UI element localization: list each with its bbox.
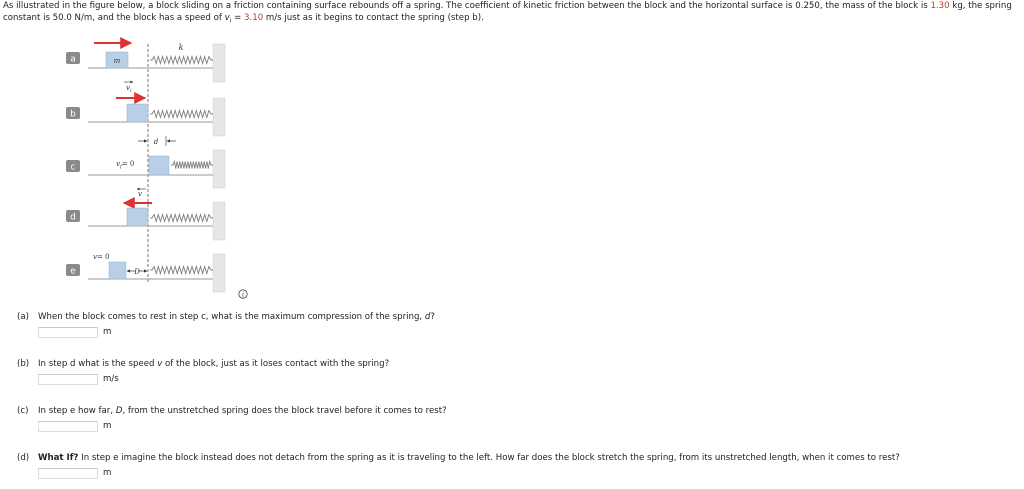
unit-b: m/s: [103, 374, 119, 384]
question-var-c: D: [115, 406, 123, 416]
wall-e: [213, 254, 225, 292]
compression-label: d: [153, 138, 159, 146]
question-text-d: In step e imagine the block instead does not detach from the spring as it is traveling to the left. How far does the block stretch the spring, from its unstretched length, when it comes to rest?: [78, 453, 900, 463]
step-a: [66, 43, 225, 82]
step-e: [66, 253, 225, 292]
intro-text-1: As illustrated in the figure below, a block sliding on a friction containing surface rebounds off a spring. The coefficient of kinetic friction between the block and the horizontal surface is 0.250, the mass of the block is: [3, 1, 931, 11]
step-d: [66, 189, 225, 240]
step-label-c: c: [70, 162, 76, 173]
intro-text-4: m/s just as it begins to contact the spring (step b).: [263, 12, 484, 23]
question-text-a: When the block comes to rest in step c, what is the maximum compression of the spring,: [38, 312, 425, 322]
step-label-b: b: [70, 109, 76, 120]
spring-b: [150, 111, 213, 118]
step-label-d: d: [70, 212, 76, 223]
spring-d: [150, 215, 213, 222]
wall-d: [213, 202, 225, 240]
spring-constant-label: k: [178, 43, 184, 52]
unit-c: m: [103, 421, 112, 431]
question-tail-a: ?: [430, 312, 435, 322]
answer-input-d[interactable]: [38, 468, 98, 479]
question-label-a: (a): [17, 312, 29, 322]
answer-input-c[interactable]: [38, 421, 98, 432]
distance-D-label: D: [134, 268, 140, 276]
wall-b: [213, 98, 225, 136]
question-d: [17, 453, 1017, 463]
block-d: [127, 208, 148, 226]
step-label-e: e: [70, 266, 76, 277]
question-tail-c: , from the unstretched spring does the block travel before it comes to rest?: [122, 406, 447, 416]
question-label-b: (b): [17, 359, 30, 369]
block-c: [149, 156, 169, 175]
question-var-a: d: [424, 312, 431, 322]
info-icon[interactable]: [238, 289, 248, 299]
svg-text:i: i: [241, 290, 245, 299]
question-tail-b: of the block, just as it loses contact with the spring?: [162, 359, 390, 369]
vi-subscript: i: [229, 17, 232, 25]
unit-d: m: [103, 468, 112, 478]
vf-label: $v_f= 0$: [116, 160, 135, 170]
vi-label: $v_i$: [126, 84, 132, 94]
question-a: [17, 312, 1017, 322]
mass-value: 1.30: [930, 1, 950, 11]
question-label-c: (c): [17, 406, 29, 416]
unit-a: m: [103, 327, 112, 337]
answer-input-a[interactable]: [38, 327, 98, 338]
block-e: [109, 262, 126, 279]
question-label-d: (d): [17, 453, 30, 463]
vi-symbol: v: [224, 12, 230, 23]
step-b: [66, 82, 225, 136]
intro-text-3: =: [231, 12, 245, 23]
step-c: [66, 136, 225, 188]
question-b: [17, 359, 1017, 369]
spring-block-figure: [0, 0, 300, 300]
speed-value: 3.10: [244, 12, 264, 23]
spring-c: [171, 162, 213, 169]
spring-e: [150, 267, 213, 274]
wall-c: [213, 150, 225, 188]
v-label-d: v: [138, 190, 142, 198]
spring-a: [150, 57, 213, 64]
wall-a: [213, 44, 225, 82]
answer-input-b[interactable]: [38, 374, 98, 385]
what-if-label: What If?: [38, 453, 79, 463]
question-c: [17, 406, 1017, 416]
mass-label: m: [113, 57, 121, 65]
v-zero-label: v= 0: [93, 253, 110, 261]
question-text-b: In step d what is the speed: [38, 359, 158, 369]
block-b: [127, 104, 148, 122]
question-text-c: In step e how far,: [38, 406, 116, 416]
intro-text-2: kg, the spring constant is 50.0 N/m, and the block has a speed of: [3, 1, 1012, 23]
step-label-a: a: [70, 54, 76, 65]
question-var-b: v: [157, 359, 163, 369]
